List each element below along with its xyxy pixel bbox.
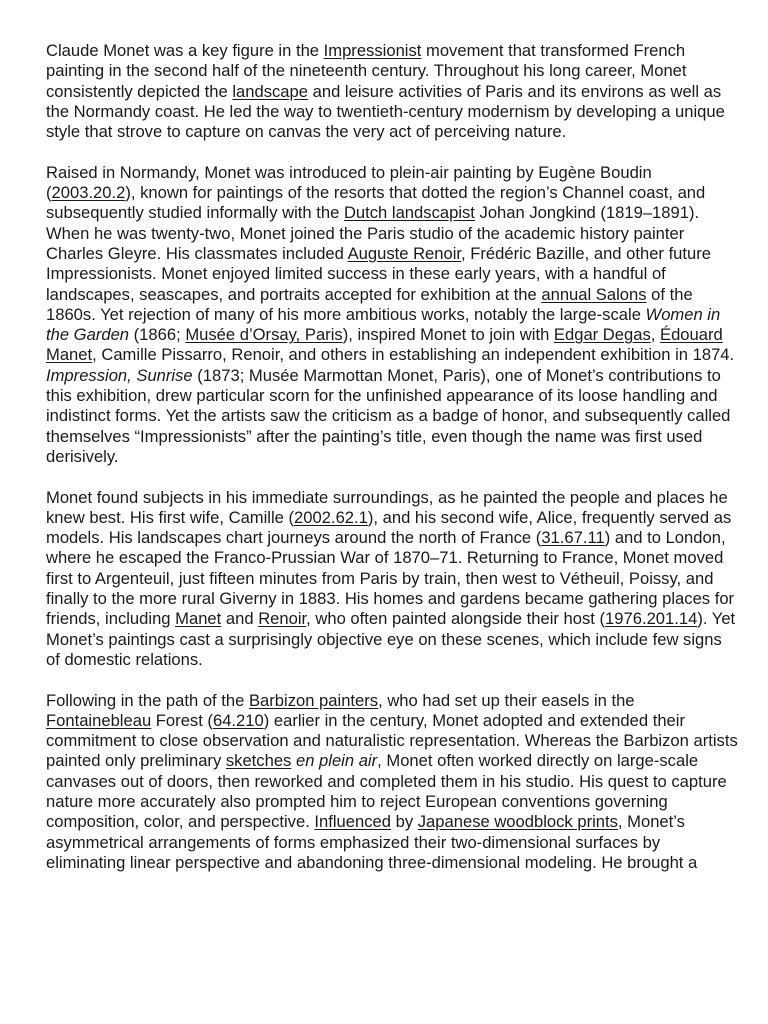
inline-link[interactable]: Edgar Degas — [553, 325, 651, 345]
italic-title-text: Women in the Garden — [46, 304, 721, 345]
inline-link[interactable]: Dutch landscapist — [343, 203, 475, 223]
body-text: , who had set up their easels in the — [378, 690, 635, 710]
body-text: Following in the path of the — [46, 690, 249, 710]
body-text: , who often painted alongside their host ( — [306, 609, 606, 629]
inline-link[interactable]: landscape — [232, 81, 308, 101]
paragraph-2 — [46, 163, 738, 467]
body-text: ). Yet Monet’s paintings cast a surprisingly objective eye on these scenes, which include few signs of domestic relations. — [46, 609, 736, 669]
inline-link[interactable]: Renoir — [258, 609, 307, 629]
body-text: ), inspired Monet to join with — [342, 325, 554, 345]
body-text: ) and to London, where he escaped the Franco-Prussian War of 1870–71. Returning to France, Monet moved first to Argenteuil, just fifteen minutes from Paris by train, then west to Vétheuil, Poissy, and finally to the more rural Giverny in 1883. His homes and gardens became gathering places for friends, including — [46, 528, 735, 629]
body-text: and leisure activities of Paris and its environs as well as the Normandy coast. He led the way to twentieth-century modernism by developing a unique style that strove to capture on canvas the very act of perceiving nature. — [46, 81, 725, 142]
body-text: , Frédéric Bazille, and other future Impressionists. Monet enjoyed limited success in these early years, with a handful of landscapes, seascapes, and portraits accepted for exhibition at the — [46, 243, 711, 304]
inline-link[interactable]: Manet — [175, 609, 222, 629]
body-text: , Monet’s asymmetrical arrangements of forms emphasized their two-dimensional surfaces by eliminating linear perspective and abandoning three-dimensional modeling. He brought a — [46, 812, 698, 872]
italic-title-text: en plein air — [295, 751, 378, 771]
inline-link[interactable]: Fontainebleau — [46, 710, 152, 730]
italic-title-text: Impression, Sunrise — [46, 365, 193, 385]
inline-link[interactable]: Barbizon painters — [248, 690, 379, 710]
inline-link[interactable]: 64.210 — [212, 710, 264, 730]
body-text: Claude Monet was a key figure in the — [46, 41, 324, 60]
inline-link[interactable]: sketches — [225, 751, 292, 771]
paragraph-1 — [46, 41, 738, 142]
body-text: Raised in Normandy, Monet was introduced to plein-air painting by Eugène Boudin ( — [46, 162, 652, 203]
body-text: (1873; Musée Marmottan Monet, Paris), one of Monet’s contributions to this exhibition, drew particular scorn for the unfinished appearance of its loose handling and indistinct forms. Yet the artists saw the criticism as a badge of honor, and subsequently called themselves “Impressionists” after the painting’s title, even though the name was first used derisively. — [46, 365, 731, 466]
body-text: movement that transformed French painting in the second half of the nineteenth century. Throughout his long career, Monet consistently depicted the — [46, 41, 687, 101]
body-text: , Monet often worked directly on large-scale canvases out of doors, then reworked and completed them in his studio. His quest to capture nature more accurately also prompted him to reject European conventions governing composition, color, and perspective. — [46, 751, 727, 832]
body-text: (1866; — [129, 325, 186, 345]
inline-link[interactable]: Édouard Manet — [46, 325, 723, 365]
body-text: ) earlier in the century, Monet adopted and extended their commitment to close observation and naturalistic representation. Whereas the Barbizon artists painted only preliminary — [46, 710, 738, 771]
inline-link[interactable]: Musée d’Orsay, Paris — [185, 325, 343, 345]
body-text: Forest ( — [151, 710, 213, 730]
inline-link[interactable]: Influenced — [314, 812, 391, 832]
body-text: , — [650, 325, 661, 345]
inline-link[interactable]: 2002.62.1 — [294, 507, 368, 527]
paragraph-4 — [46, 691, 738, 874]
body-text: by — [391, 812, 418, 832]
inline-link[interactable]: 1976.201.14 — [605, 609, 698, 629]
body-text: ), and his second wife, Alice, frequently served as models. His landscapes chart journeys around the north of France ( — [46, 507, 732, 548]
body-text: Johan Jongkind (1819–1891). When he was twenty-two, Monet joined the Paris studio of the academic history painter Charles Gleyre. His classmates included — [46, 203, 700, 263]
inline-link[interactable]: Impressionist — [323, 41, 422, 60]
inline-link[interactable]: annual Salons — [541, 284, 647, 304]
paragraph-3 — [46, 488, 738, 671]
body-text: Monet found subjects in his immediate surroundings, as he painted the people and places he knew best. His first wife, Camille ( — [46, 487, 728, 527]
inline-link[interactable]: 31.67.11 — [541, 528, 605, 548]
body-text: ), known for paintings of the resorts that dotted the region’s Channel coast, and subsequently studied informally with the — [46, 183, 706, 223]
inline-link[interactable]: Japanese woodblock prints — [417, 812, 618, 832]
body-text: of the 1860s. Yet rejection of many of his more ambitious works, notably the large-scale — [46, 284, 693, 324]
body-text: and — [221, 609, 259, 629]
body-text: , Camille Pissarro, Renoir, and others in establishing an independent exhibition in 1874. — [92, 345, 735, 365]
inline-link[interactable]: Auguste Renoir — [347, 243, 462, 263]
inline-link[interactable]: 2003.20.2 — [51, 183, 126, 203]
